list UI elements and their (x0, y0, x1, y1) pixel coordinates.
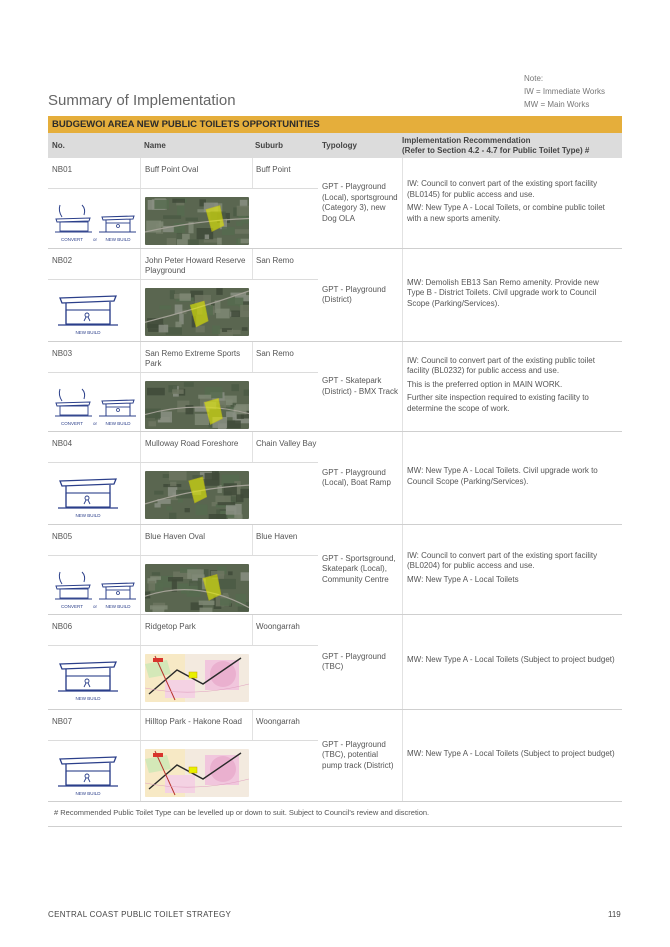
table-row (48, 432, 622, 525)
recommendation-text: MW: New Type A - Local Toilets (407, 574, 519, 584)
convert-or-new-build-icon (54, 568, 138, 614)
new-build-icon (54, 292, 132, 338)
site-name: Mulloway Road Foreshore (140, 432, 252, 462)
recommendation-cell (402, 615, 618, 709)
site-map-cell (140, 280, 253, 341)
icon-label-or: or (92, 604, 98, 609)
typology: GPT - Playground (Local), sportsground (Category 3), new Dog OLA (322, 182, 398, 223)
convert-or-new-build-icon (54, 385, 138, 431)
note-line-iw: IW = Immediate Works (524, 87, 605, 96)
note-line-mw: MW = Main Works (524, 100, 590, 109)
site-map-cell (140, 189, 253, 248)
typology: GPT - Playground (District) (322, 284, 386, 304)
footnote: # Recommended Public Toilet Type can be levelled up or down to suit. Subject to Council's review and discretion. (54, 808, 430, 817)
column-no: No. (52, 141, 65, 150)
aerial-map-thumbnail (145, 288, 249, 336)
recommendation-cell (402, 342, 618, 431)
typology: GPT - Skatepark (District) - BMX Track (322, 376, 398, 396)
aerial-map-thumbnail (145, 197, 249, 245)
toilet-type-icon-cell (48, 280, 140, 341)
recommendation-text: Further site inspection required to existing facility to determine the scope of work. (407, 393, 589, 413)
row-number: NB03 (52, 349, 73, 358)
row-number: NB04 (52, 439, 73, 448)
icon-label-convert: CONVERT (61, 237, 83, 242)
suburb: Woongarrah (252, 710, 318, 740)
footer-page-number: 119 (608, 910, 621, 919)
recommendation-cell (402, 249, 618, 341)
aerial-map-thumbnail (145, 381, 249, 429)
icon-label-new-build: NEW BUILD (75, 330, 101, 335)
table-row (48, 342, 622, 432)
table-body (48, 158, 622, 802)
icon-label-convert: CONVERT (61, 421, 83, 426)
column-recommendation-line2: (Refer to Section 4.2 - 4.7 for Public Toilet Type) # (402, 145, 590, 155)
toilet-type-icon-cell (48, 373, 140, 431)
table-row (48, 710, 622, 802)
table-column-header (48, 133, 622, 158)
typology: GPT - Playground (TBC), potential pump track (District) (322, 739, 394, 770)
site-highlight (189, 672, 197, 678)
table-row (48, 615, 622, 710)
site-map-cell (140, 646, 253, 709)
typology: GPT - Playground (TBC) (322, 651, 386, 671)
site-name: Hilltop Park - Hakone Road (140, 710, 252, 740)
icon-label-new-build: NEW BUILD (75, 696, 101, 701)
recommendation-text: MW: New Type A - Local Toilets, or combine public toilet with a new sports amenity. (407, 203, 605, 223)
column-name: Name (144, 141, 166, 150)
icon-label-new-build: NEW BUILD (105, 421, 131, 426)
recommendation-cell (402, 432, 618, 524)
aerial-map-thumbnail (145, 564, 249, 612)
suburb: Chain Valley Bay (252, 432, 318, 462)
footnote-divider (48, 826, 622, 827)
recommendation-cell (402, 525, 618, 614)
suburb: Buff Point (252, 158, 318, 188)
zoning-plan-thumbnail (145, 654, 249, 702)
aerial-map-thumbnail (145, 471, 249, 519)
icon-label-new-build: NEW BUILD (75, 791, 101, 796)
table-row (48, 249, 622, 342)
suburb: Woongarrah (252, 615, 318, 645)
icon-label-new-build: NEW BUILD (105, 604, 131, 609)
toilet-type-icon-cell (48, 556, 140, 614)
site-map-cell (140, 556, 253, 614)
recommendation-text: IW: Council to convert part of the existing public toilet facility (BL0232) for public access and use. (407, 355, 595, 376)
new-build-icon (54, 753, 132, 799)
row-number: NB05 (52, 532, 73, 541)
site-name: John Peter Howard Reserve Playground (140, 249, 252, 279)
new-build-icon (54, 475, 132, 521)
toilet-type-icon-cell (48, 189, 140, 248)
recommendation-text: IW: Council to convert part of the existing sport facility (BL0145) for public access and use. (407, 179, 598, 199)
site-map-cell (140, 741, 253, 801)
recommendation-text: MW: Demolish EB13 San Remo amenity. Provide new Type B - District Toilets. Civil upgrade work to Council Scope (Parking/Services). (407, 277, 599, 308)
implementation-table (48, 116, 622, 802)
site-map-cell (140, 463, 253, 524)
column-suburb: Suburb (255, 141, 283, 150)
footer-document-title: CENTRAL COAST PUBLIC TOILET STRATEGY (48, 910, 232, 919)
recommendation-text: IW: Council to convert part of the existing sport facility (BL0204) for public access and use. (407, 550, 598, 571)
works-note (524, 72, 605, 111)
column-recommendation-line1: Implementation Recommendation (402, 135, 531, 145)
suburb: San Remo (252, 249, 318, 279)
suburb: San Remo (252, 342, 318, 372)
toilet-type-icon-cell (48, 463, 140, 524)
site-map-cell (140, 373, 253, 431)
recommendation-text: This is the preferred option in MAIN WORK. (407, 379, 563, 389)
icon-label-or: or (92, 237, 98, 242)
icon-label-new-build: NEW BUILD (75, 513, 101, 518)
typology: GPT - Playground (Local), Boat Ramp (322, 467, 391, 487)
row-number: NB06 (52, 622, 73, 631)
icon-label-convert: CONVERT (61, 604, 83, 609)
recommendation-text: MW: New Type A - Local Toilets (Subject to project budget) (407, 655, 615, 665)
typology: GPT - Sportsground, Skatepark (Local), Community Centre (322, 553, 396, 584)
table-row (48, 158, 622, 249)
column-recommendation (398, 133, 622, 158)
icon-label-new-build: NEW BUILD (105, 237, 131, 242)
row-number: NB07 (52, 717, 73, 726)
site-name: San Remo Extreme Sports Park (140, 342, 252, 372)
recommendation-cell (402, 710, 618, 801)
toilet-type-icon-cell (48, 646, 140, 709)
row-number: NB01 (52, 165, 73, 174)
recommendation-text: MW: New Type A - Local Toilets. Civil upgrade work to Council Scope (Parking/Services). (407, 466, 598, 486)
site-name: Buff Point Oval (140, 158, 252, 188)
site-name: Ridgetop Park (140, 615, 252, 645)
page-title: Summary of Implementation (48, 92, 236, 109)
recommendation-text: MW: New Type A - Local Toilets (Subject to project budget) (407, 748, 615, 758)
toilet-type-icon-cell (48, 741, 140, 801)
table-heading: BUDGEWOI AREA NEW PUBLIC TOILETS OPPORTUNITIES (48, 116, 622, 133)
icon-label-or: or (92, 421, 98, 426)
table-row (48, 525, 622, 615)
zoning-plan-thumbnail (145, 749, 249, 797)
column-typology: Typology (322, 141, 357, 150)
note-label: Note: (524, 74, 544, 83)
suburb: Blue Haven (252, 525, 318, 555)
site-highlight (189, 767, 197, 773)
new-build-icon (54, 658, 132, 704)
convert-or-new-build-icon (54, 201, 138, 247)
recommendation-cell (402, 158, 618, 248)
row-number: NB02 (52, 256, 73, 265)
site-name: Blue Haven Oval (140, 525, 252, 555)
